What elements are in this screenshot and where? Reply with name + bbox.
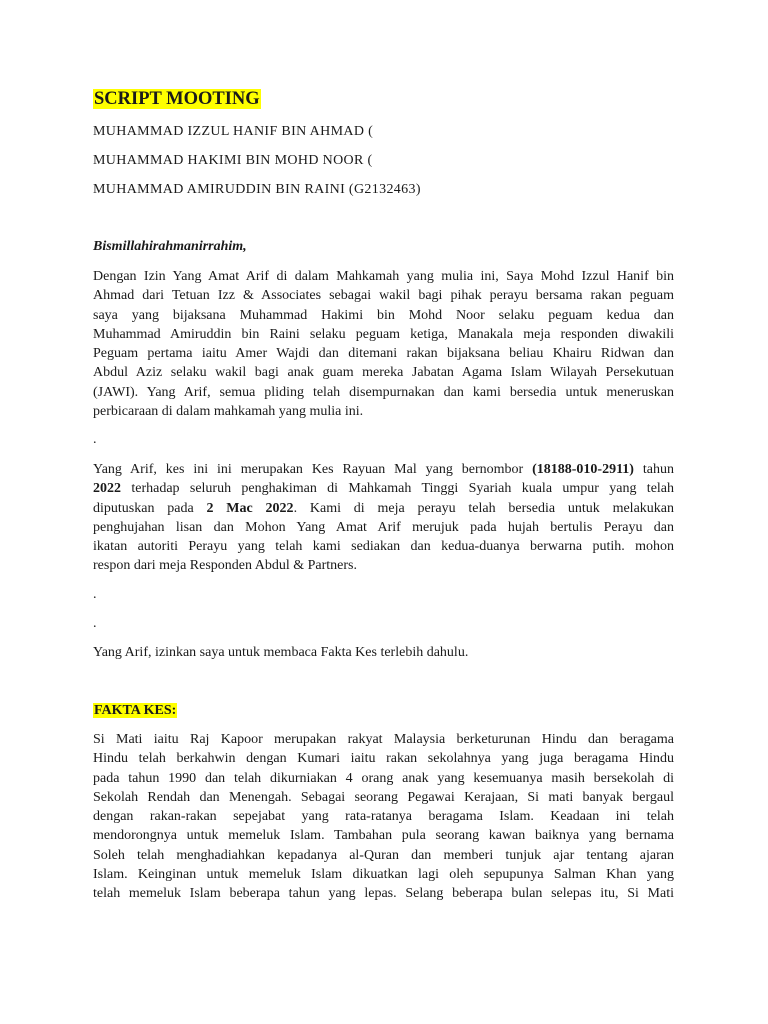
facts-line: pada tahun 1990 dan telah dikurniakan 4 orang anak yang kesemuanya masih bersekolah di bbox=[93, 770, 674, 786]
facts-line: Soleh telah menghadiahkan kepadanya al-Quran dan memberi tunjuk ajar tentang ajaran bbox=[93, 847, 674, 863]
case-line bbox=[93, 460, 674, 479]
facts-heading bbox=[93, 701, 177, 720]
case-line: ikatan autoriti Perayu yang telah kami sediakan dan kedua-duanya berwarna putih. mohon bbox=[93, 539, 674, 555]
case-paragraph bbox=[93, 460, 674, 576]
facts-line: Islam. Keinginan untuk memeluk Islam dikuatkan lagi oleh sepupunya Salman Khan yang bbox=[93, 867, 674, 883]
intro-line: (JAWI). Yang Arif, semua pliding telah disempurnakan dan kami bersedia untuk meneruskan bbox=[93, 384, 674, 400]
decision-date: 2 Mac 2022 bbox=[206, 500, 294, 516]
facts-line: telah memeluk Islam beberapa tahun yang lepas. Selang beberapa bulan selepas itu, Si Mati bbox=[93, 886, 674, 902]
document-title bbox=[93, 87, 261, 111]
facts-line: mendorongnya untuk memeluk Islam. Tambahan pula seorang kawan baiknya yang bernama bbox=[93, 828, 674, 844]
case-text: tahun bbox=[642, 462, 674, 477]
facts-line: Si Mati iaitu Raj Kapoor merupakan rakyat Malaysia berketurunan Hindu dan beragama bbox=[93, 732, 674, 747]
case-line bbox=[93, 479, 674, 498]
intro-line: Peguam pertama iaitu Amer Wajdi dan ditemani rakan bijaksana beliau Khairu Ridwan dan bbox=[93, 346, 674, 362]
intro-line: Muhammad Amiruddin bin Raini selaku peguam ketiga, Manakala meja responden diwakili bbox=[93, 326, 674, 342]
author-2: MUHAMMAD HAKIMI BIN MOHD NOOR ( bbox=[93, 153, 373, 168]
facts-line: Sekolah Rendah dan Menengah. Sebagai seorang Pegawai Kerajaan, Si mati banyak bergaul bbox=[93, 789, 674, 805]
author-1: MUHAMMAD IZZUL HANIF BIN AHMAD ( bbox=[93, 124, 374, 139]
facts-heading-highlight: FAKTA KES: bbox=[94, 703, 177, 718]
separator-dot: . bbox=[93, 432, 97, 447]
case-text: . Kami di meja perayu telah bersedia untuk melakukan bbox=[293, 500, 675, 516]
intro-line: Ahmad dari Tetuan Izz & Associates sebagai wakil bagi pihak perayu bersama rakan peguam bbox=[93, 288, 674, 304]
case-text: terhadap seluruh penghakiman di Mahkamah Tinggi Syariah kuala umpur yang telah bbox=[131, 481, 675, 497]
intro-line: saya yang bijaksana Muhammad Hakimi bin Mohd Noor selaku peguam kedua dan bbox=[93, 307, 674, 323]
separator-dot: . bbox=[93, 587, 97, 602]
intro-line: Abdul Aziz selaku wakil bagi anak guam mereka Jabatan Agama Islam Wilayah Persekutuan bbox=[93, 365, 674, 381]
case-year: 2022 bbox=[93, 481, 121, 497]
case-line: respon dari meja Responden Abdul & Partners. bbox=[93, 558, 358, 574]
author-3: MUHAMMAD AMIRUDDIN BIN RAINI (G2132463) bbox=[93, 182, 421, 197]
facts-line: Hindu telah berkahwin dengan Kumari iaitu rakan sekolahnya yang juga beragama Hindu bbox=[93, 751, 674, 767]
case-line: penghujahan lisan dan Mohon Yang Amat Arif merujuk pada hujah bertulis Perayu dan bbox=[93, 519, 674, 535]
separator-dot: . bbox=[93, 616, 97, 631]
facts-line: dengan rakan-rakan sepejabat yang rata-ratanya beragama Islam. Keadaan ini telah bbox=[93, 809, 674, 825]
case-text: Yang Arif, kes ini ini merupakan Kes Rayuan Mal yang bernombor bbox=[93, 462, 524, 477]
request-line: Yang Arif, izinkan saya untuk membaca Fakta Kes terlebih dahulu. bbox=[93, 645, 469, 660]
facts-paragraph bbox=[93, 730, 674, 904]
case-number: (18188-010-2911) bbox=[532, 462, 634, 477]
intro-paragraph bbox=[93, 267, 674, 421]
title-highlight: SCRIPT MOOTING bbox=[94, 89, 260, 109]
intro-line: perbicaraan di dalam mahkamah yang mulia ini. bbox=[93, 404, 364, 420]
case-text: diputuskan pada bbox=[93, 500, 194, 516]
intro-line: Dengan Izin Yang Amat Arif di dalam Mahkamah yang mulia ini, Saya Mohd Izzul Hanif bin bbox=[93, 269, 674, 284]
salutation: Bismillahirahmanirrahim, bbox=[93, 239, 247, 254]
case-line bbox=[93, 499, 674, 518]
